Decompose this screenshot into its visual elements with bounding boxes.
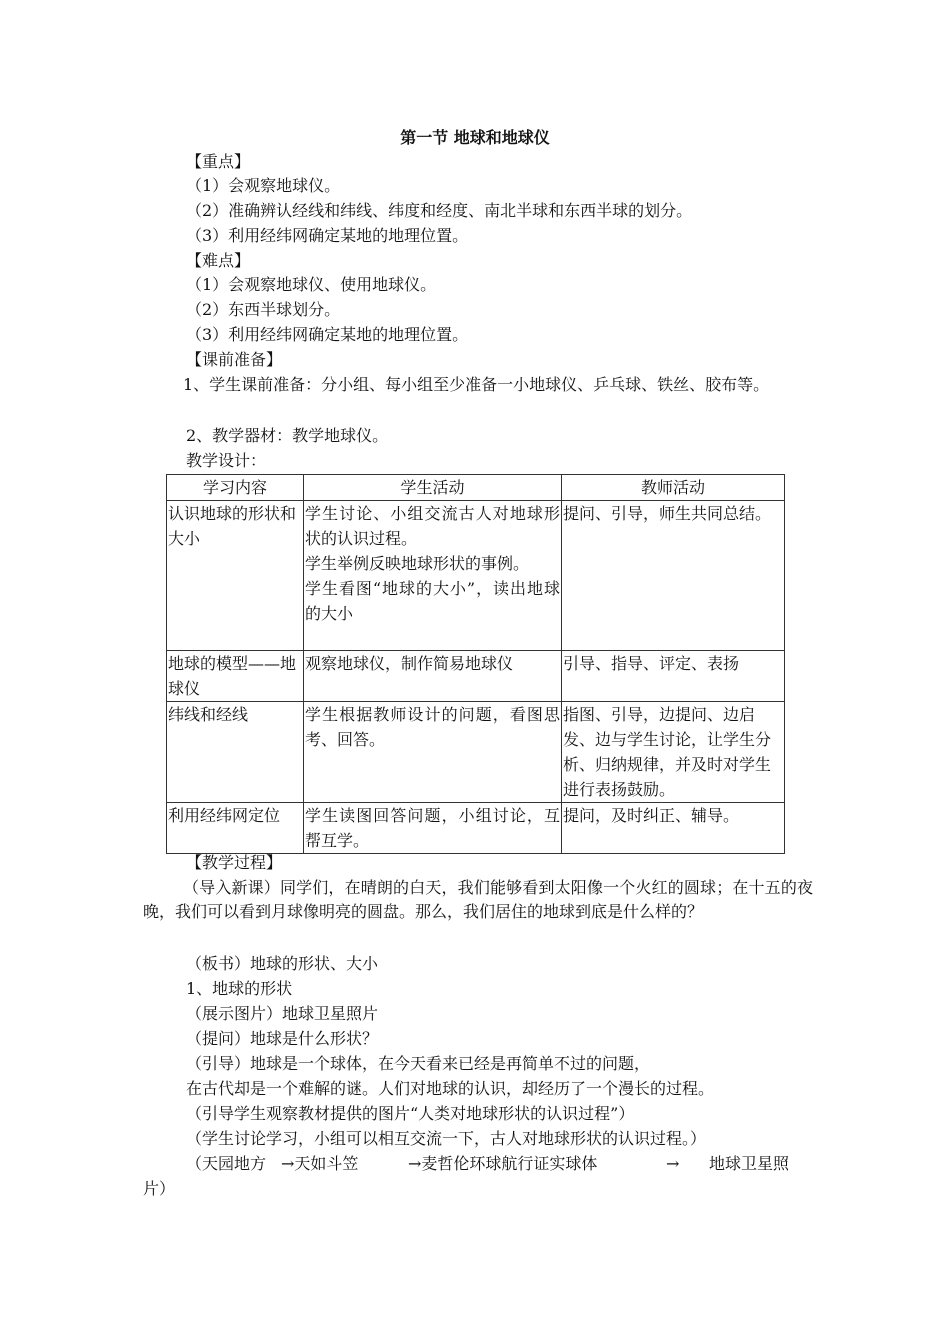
column-header: 学习内容 [167, 475, 304, 501]
key-points-heading: 【重点】 [186, 152, 251, 171]
sequence-step: →天如斗笠 [281, 1154, 359, 1173]
sequence-step: 片） [143, 1179, 176, 1198]
process-heading: 【教学过程】 [186, 853, 283, 872]
process-guide-2: 在古代却是一个难解的谜。人们对地球的认识，却经历了一个漫长的过程。 [186, 1079, 715, 1098]
preparation-heading: 【课前准备】 [186, 350, 283, 369]
key-point-1: （1）会观察地球仪。 [186, 176, 341, 195]
teacher-activity-cell: 引导、指导、评定、表扬 [562, 651, 785, 702]
process-question: （提问）地球是什么形状？ [186, 1029, 379, 1048]
difficult-point-3: （3）利用经纬网确定某地的地理位置。 [186, 325, 469, 344]
key-point-2: （2）准确辨认经线和纬线、纬度和经度、南北半球和东西半球的划分。 [186, 201, 693, 220]
teacher-activity-cell: 提问，及时纠正、辅导。 [562, 803, 785, 854]
process-intro: （导入新课）同学们，在晴朗的白天，我们能够看到太阳像一个火红的圆球；在十五的夜晚，我们可以看到月球像明亮的圆盘。那么，我们居住的地球到底是什么样的？ [143, 878, 813, 921]
difficult-point-1: （1）会观察地球仪、使用地球仪。 [186, 275, 437, 294]
page-title: 第一节 地球和地球仪 [400, 128, 550, 147]
student-activity-cell [304, 501, 562, 651]
table-header-row [167, 475, 785, 501]
sequence-step: →麦哲伦环球航行证实球体 [408, 1154, 598, 1173]
difficult-point-2: （2）东西半球划分。 [186, 300, 341, 319]
content-cell: 认识地球的形状和大小 [167, 501, 304, 651]
content-cell: 利用经纬网定位 [167, 803, 304, 854]
preparation-item-2: 2、教学器材：教学地球仪。 [186, 426, 389, 445]
column-header: 教师活动 [562, 475, 785, 501]
student-activity-text: 学生看图“地球的大小”，读出地球的大小 [305, 579, 560, 623]
preparation-item-1: 1、学生课前准备：分小组、每小组至少准备一小地球仪、乒乓球、铁丝、胶布等。 [183, 375, 770, 394]
student-activity-text: 学生讨论、小组交流古人对地球形状的认识过程。 [305, 504, 560, 548]
design-label: 教学设计： [186, 451, 267, 470]
table-row [167, 702, 785, 803]
process-board: （板书）地球的形状、大小 [186, 954, 379, 973]
table-row [167, 501, 785, 651]
sequence-arrow: → [666, 1154, 680, 1173]
student-activity-text: 学生根据教师设计的问题，看图思考、回答。 [305, 705, 560, 749]
process-subheading-shape: 1、地球的形状 [186, 979, 293, 998]
student-activity-text: 学生举例反映地球形状的事例。 [305, 554, 530, 573]
content-cell: 纬线和经线 [167, 702, 304, 803]
process-discussion: （学生讨论学习，小组可以相互交流一下，古人对地球形状的认识过程。） [186, 1129, 707, 1148]
column-header: 学生活动 [304, 475, 562, 501]
teacher-activity-cell: 指图、引导，边提问、边启发、边与学生讨论，让学生分析、归纳规律，并及时对学生进行表扬鼓励。 [562, 702, 785, 803]
teaching-design-table [166, 474, 785, 854]
student-activity-text: 观察地球仪，制作简易地球仪 [305, 654, 514, 673]
process-show-image: （展示图片）地球卫星照片 [186, 1004, 379, 1023]
teacher-activity-cell: 提问、引导，师生共同总结。 [562, 501, 785, 651]
key-point-3: （3）利用经纬网确定某地的地理位置。 [186, 226, 469, 245]
table-row [167, 803, 785, 854]
content-cell: 地球的模型——地球仪 [167, 651, 304, 702]
process-guide-3: （引导学生观察教材提供的图片“人类对地球形状的认识过程”） [186, 1104, 635, 1123]
student-activity-cell [304, 702, 562, 803]
student-activity-cell [304, 651, 562, 702]
table-row [167, 651, 785, 702]
sequence-step: （天园地方 [186, 1154, 267, 1173]
difficult-points-heading: 【难点】 [186, 251, 251, 270]
sequence-step: 地球卫星照 [709, 1154, 790, 1173]
student-activity-text: 学生读图回答问题，小组讨论，互帮互学。 [305, 806, 560, 850]
student-activity-cell [304, 803, 562, 854]
process-guide-1: （引导）地球是一个球体，在今天看来已经是再简单不过的问题， [186, 1054, 651, 1073]
